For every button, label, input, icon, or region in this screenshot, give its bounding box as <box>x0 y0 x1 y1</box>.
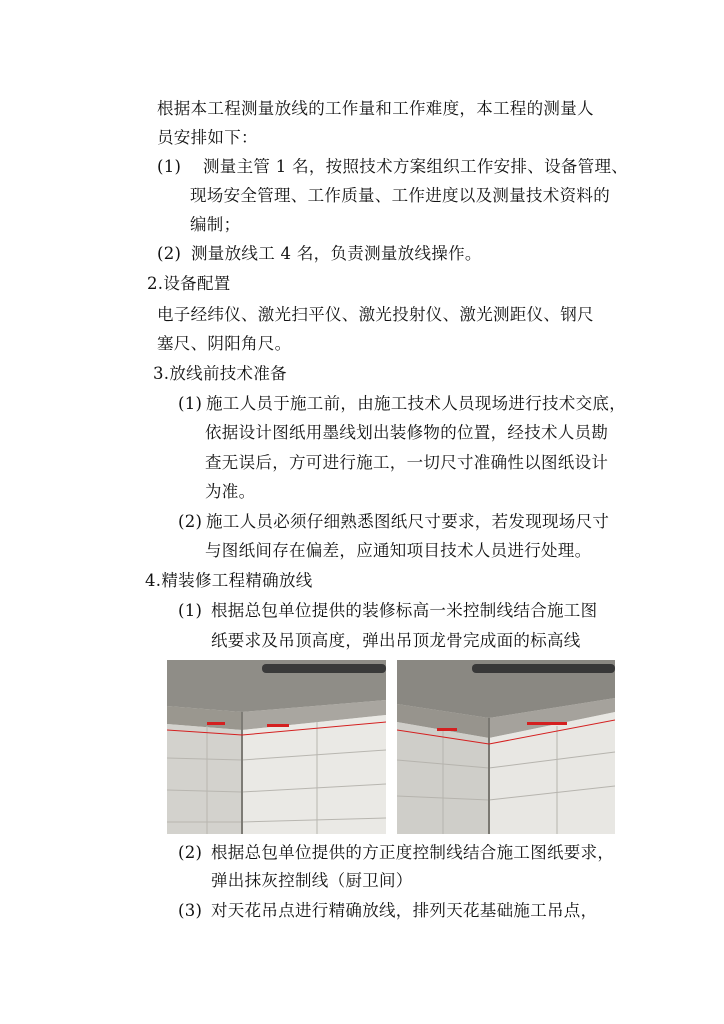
section-4-heading: 4.精装修工程精确放线 <box>145 571 313 590</box>
section-3-item-2-line-2: 与图纸间存在偏差，应通知项目技术人员进行处理。 <box>205 541 592 560</box>
staff-item-2 <box>157 243 482 265</box>
section-3-item-1-line-2: 依据设计图纸用墨线划出装修物的位置，经技术人员勘 <box>205 423 609 442</box>
section-4-item-2-line-1 <box>178 842 614 864</box>
section-4-item-2-line-2: 弹出抹灰控制线（厨卫间） <box>211 871 413 890</box>
section-3-item-2-text: 施工人员必须仔细熟悉图纸尺寸要求，若发现现场尺寸 <box>206 512 610 531</box>
staff-item-1-text: 测量主管 1 名，按照技术方案组织工作安排、设备管理、 <box>203 157 629 176</box>
section-4-item-2-text: 根据总包单位提供的方正度控制线结合施工图纸要求， <box>211 843 615 862</box>
staff-item-1-number: (1) <box>157 157 182 176</box>
section-4-item-1-line-1 <box>178 600 597 622</box>
ceiling-level-line-photo-2-drawing <box>397 660 615 834</box>
section-3-item-1-line-3: 查无误后，方可进行施工，一切尺寸准确性以图纸设计 <box>205 453 609 472</box>
section-2-line-2: 塞尺、阴阳角尺。 <box>157 334 292 353</box>
section-4-item-3-line-1 <box>178 900 597 922</box>
section-4-item-1-text: 根据总包单位提供的装修标高一米控制线结合施工图 <box>211 601 598 620</box>
section-3-item-2-line-1 <box>178 511 609 533</box>
ceiling-level-line-photo-2 <box>397 660 615 834</box>
staff-item-2-text: 测量放线工 4 名，负责测量放线操作。 <box>191 244 482 263</box>
section-4-item-1-line-2: 纸要求及吊顶高度，弹出吊顶龙骨完成面的标高线 <box>211 631 581 650</box>
section-3-item-1-line-4: 为准。 <box>205 482 256 501</box>
staff-item-2-number: (2) <box>157 244 182 263</box>
section-4-item-3-text: 对天花吊点进行精确放线，排列天花基础施工吊点， <box>211 901 598 920</box>
section-4-item-3-number: (3) <box>178 901 203 920</box>
staff-item-1-line-3: 编制； <box>190 215 241 234</box>
ceiling-level-line-photo-1 <box>167 660 386 834</box>
section-3-item-2-number: (2) <box>178 512 203 531</box>
intro-line-1: 根据本工程测量放线的工作量和工作难度，本工程的测量人 <box>157 99 594 118</box>
staff-item-1-line-2: 现场安全管理、工作质量、工作进度以及测量技术资料的 <box>190 186 610 205</box>
section-2-heading: 2.设备配置 <box>147 274 231 293</box>
section-3-item-1-number: (1) <box>178 394 203 413</box>
section-3-item-1-line-1 <box>178 393 626 415</box>
staff-item-1-line-1 <box>157 156 628 178</box>
section-4-item-1-number: (1) <box>178 601 203 620</box>
intro-line-2: 员安排如下： <box>157 128 258 147</box>
ceiling-level-line-photo-1-drawing <box>167 660 386 834</box>
section-3-item-1-text: 施工人员于施工前，由施工技术人员现场进行技术交底， <box>206 394 626 413</box>
section-2-line-1: 电子经纬仪、激光扫平仪、激光投射仪、激光测距仪、钢尺 <box>157 305 594 324</box>
section-4-item-2-number: (2) <box>178 843 203 862</box>
section-3-heading: 3.放线前技术准备 <box>153 364 287 383</box>
